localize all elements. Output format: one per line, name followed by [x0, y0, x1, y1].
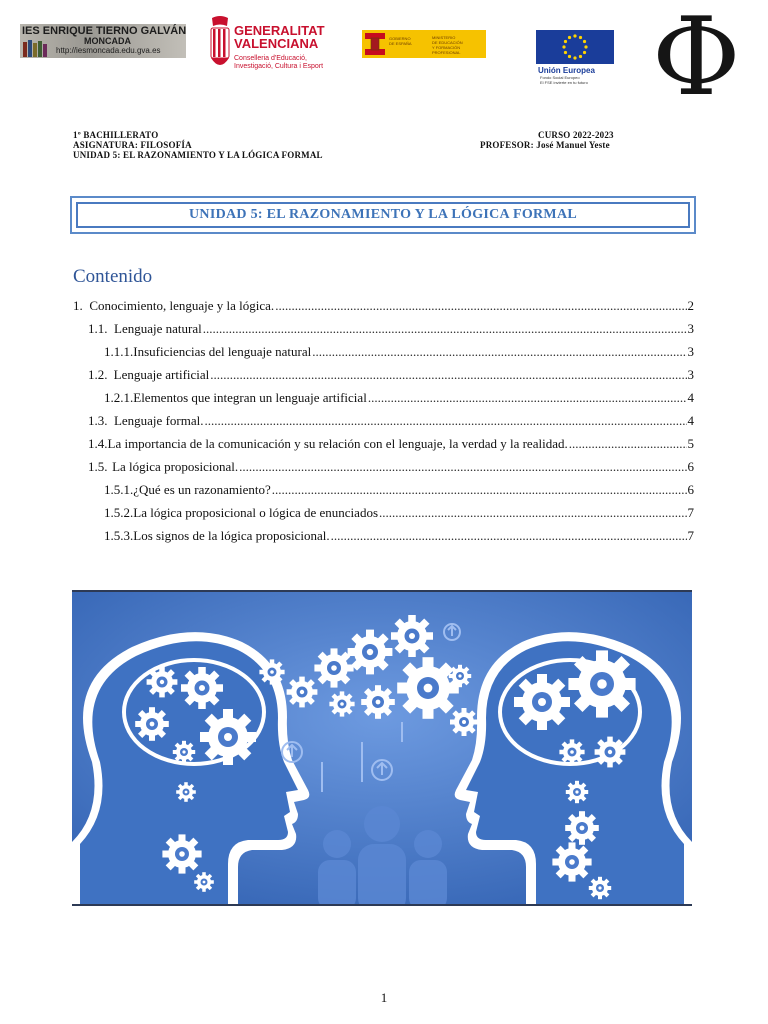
eu-flag-icon	[536, 30, 614, 64]
toc-item-number: 1.2.	[88, 367, 108, 382]
min-line2: DE EDUCACIÓN	[432, 40, 463, 45]
eu-star-icon	[579, 55, 582, 58]
toc-item-page: 3	[687, 367, 694, 382]
toc-item-label: La lógica proposicional o lógica de enunciados	[133, 505, 379, 520]
school-url: http://iesmoncada.edu.gva.es	[56, 46, 161, 55]
books-icon	[22, 39, 52, 57]
toc-item-page: 7	[687, 528, 694, 543]
unit-title: UNIDAD 5: EL RAZONAMIENTO Y LA LÓGICA FORMAL	[189, 207, 577, 222]
toc-item[interactable]	[88, 459, 694, 477]
toc-item[interactable]	[104, 482, 694, 500]
toc-item-label: Conocimiento, lenguaje y la lógica.	[89, 298, 275, 313]
thinking-heads-image	[72, 590, 692, 906]
eu-star-icon	[583, 51, 586, 54]
min-line1: MINISTERIO	[432, 35, 456, 40]
toc-leader-dots	[569, 436, 687, 452]
toc-item[interactable]	[104, 344, 694, 362]
toc-item[interactable]	[88, 436, 694, 454]
toc-item[interactable]	[104, 390, 694, 408]
toc-item-number: 1.4.	[88, 436, 108, 451]
course-level: 1º BACHILLERATO	[73, 130, 159, 140]
toc-item-page: 6	[687, 482, 694, 497]
eu-star-icon	[579, 36, 582, 39]
eu-star-icon	[573, 34, 576, 37]
toc-item-page: 5	[687, 436, 694, 451]
gov-line1: GOBIERNO	[389, 36, 411, 41]
toc-item-page: 7	[687, 505, 694, 520]
toc-item-label: La importancia de la comunicación y su relación con el lenguaje, la verdad y la realidad.	[107, 436, 568, 451]
toc-item-label: Lenguaje artificial	[113, 367, 210, 382]
generalitat-emblem-icon	[208, 16, 232, 72]
eu-star-icon	[573, 56, 576, 59]
toc-leader-dots	[275, 298, 686, 314]
toc-item-label: Los signos de la lógica proposicional.	[133, 528, 330, 543]
generalitat-line2: VALENCIANA	[234, 36, 319, 51]
toc-item-page: 2	[687, 298, 694, 313]
toc-item-number: 1.3.	[88, 413, 108, 428]
eu-name: Unión Europea	[538, 66, 595, 75]
eu-logo	[536, 30, 614, 86]
gov-line2: DE ESPAÑA	[389, 41, 412, 46]
eu-star-icon	[562, 45, 565, 48]
toc-item-label: Lenguaje natural	[114, 321, 202, 336]
toc-leader-dots	[239, 459, 686, 475]
school-logo	[20, 24, 186, 58]
spain-shield-icon	[365, 33, 385, 55]
toc-leader-dots	[210, 367, 686, 383]
course-subject: ASIGNATURA: FILOSOFÍA	[73, 140, 192, 150]
generalitat-logo	[208, 16, 348, 74]
toc-item-number: 1.5.3.	[104, 528, 134, 543]
phi-symbol: Φ	[652, 0, 741, 120]
eu-star-icon	[568, 55, 571, 58]
toc-item-number: 1.5.	[88, 459, 108, 474]
toc-leader-dots	[203, 321, 687, 337]
toc-item[interactable]	[73, 298, 694, 316]
eu-sub2: El FSE invierte en tu futuro	[540, 80, 588, 85]
course-unit: UNIDAD 5: EL RAZONAMIENTO Y LA LÓGICA FORMAL	[73, 150, 323, 160]
toc-item[interactable]	[88, 321, 694, 339]
min-line3: Y FORMACIÓN PROFESIONAL	[432, 45, 461, 55]
toc-item-number: 1.2.1.	[104, 390, 134, 405]
course-teacher: PROFESOR: José Manuel Yeste	[480, 140, 610, 150]
thinking-heads-illustration	[72, 592, 692, 904]
toc-leader-dots	[272, 482, 687, 498]
eu-star-icon	[564, 51, 567, 54]
eu-star-icon	[564, 40, 567, 43]
page-number: 1	[380, 990, 388, 1005]
generalitat-sub1: Conselleria d'Educació,	[234, 55, 307, 62]
toc-item-number: 1.5.2.	[104, 505, 134, 520]
eu-sub1: Fondo Social Europeo	[540, 75, 580, 80]
toc-item-number: 1.1.	[88, 321, 108, 336]
unit-title-box	[70, 196, 696, 234]
generalitat-sub2: Investigació, Cultura i Esport	[234, 63, 324, 70]
toc-leader-dots	[312, 344, 686, 360]
generalitat-line1: GENERALITAT	[234, 23, 325, 38]
toc-item-page: 3	[687, 321, 694, 336]
toc-item[interactable]	[104, 505, 694, 523]
toc-item-number: 1.	[73, 298, 83, 313]
toc-item-number: 1.5.1.	[104, 482, 134, 497]
toc-item-label: Lenguaje formal.	[113, 413, 204, 428]
toc-item[interactable]	[88, 413, 694, 431]
toc-item-page: 4	[687, 413, 694, 428]
school-name: IES ENRIQUE TIERNO GALVÁN	[22, 25, 186, 37]
toc-item[interactable]	[104, 528, 694, 546]
toc-item-number: 1.1.1.	[104, 344, 134, 359]
toc-heading: Contenido	[73, 266, 153, 287]
toc-item-page: 3	[687, 344, 694, 359]
toc-item[interactable]	[88, 367, 694, 385]
toc-leader-dots	[204, 413, 686, 429]
ministerio-logo	[362, 30, 486, 58]
toc-item-page: 6	[687, 459, 694, 474]
toc-item-label: La lógica proposicional.	[112, 459, 239, 474]
school-town: MONCADA	[84, 36, 131, 46]
toc-leader-dots	[331, 528, 687, 544]
course-year: CURSO 2022-2023	[538, 130, 614, 140]
toc-leader-dots	[379, 505, 686, 521]
eu-star-icon	[583, 40, 586, 43]
eu-star-icon	[584, 45, 587, 48]
eu-star-icon	[568, 36, 571, 39]
toc-item-page: 4	[687, 390, 694, 405]
toc-item-label: ¿Qué es un razonamiento?	[133, 482, 271, 497]
toc-item-label: Insuficiencias del lenguaje natural	[133, 344, 312, 359]
toc-leader-dots	[368, 390, 687, 406]
toc-item-label: Elementos que integran un lenguaje artificial	[133, 390, 367, 405]
